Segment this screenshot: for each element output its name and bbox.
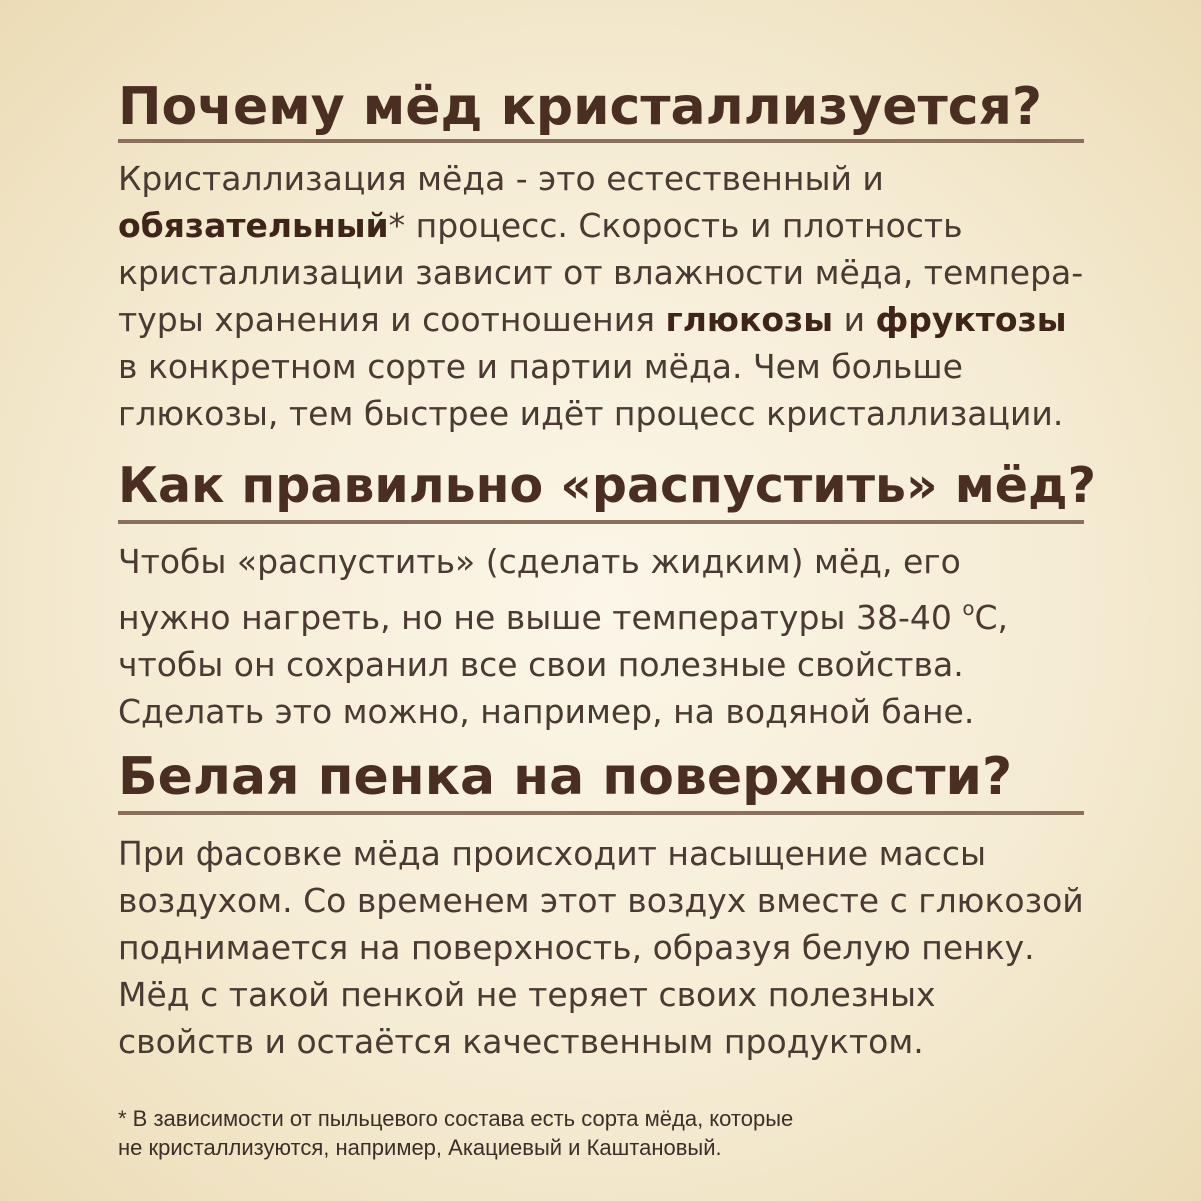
text-line: кристаллизации зависит от влажности мёда, темпера- xyxy=(118,253,1084,292)
paragraph-white-foam xyxy=(118,830,1084,1065)
text-line: поднимается на поверхность, образуя белую пенку. xyxy=(118,928,1035,967)
footnote xyxy=(118,1104,793,1162)
text-line: чтобы он сохранил все свои полезные свойства. xyxy=(118,644,964,684)
heading-how-to-liquefy: Как правильно «распустить» мёд? xyxy=(118,457,1097,514)
paragraph-crystallization xyxy=(118,155,1083,437)
text-line: При фасовке мёда происходит насыщение массы xyxy=(118,834,987,873)
footnote-line: не кристаллизуются, например, Акациевый и Каштановый. xyxy=(118,1135,722,1160)
text-line: в конкретном сорте и партии мёда. Чем больше xyxy=(118,347,963,386)
degree-sign: о xyxy=(962,597,975,620)
text-line: Сделать это можно, например, на водяной бане. xyxy=(118,691,975,731)
text-line: Кристаллизация мёда - это естественный и xyxy=(118,159,884,198)
heading-white-foam: Белая пенка на поверхности? xyxy=(118,747,1013,807)
text-line: Чтобы «распустить» (сделать жидким) мёд, его xyxy=(118,542,961,581)
heading-why-crystallizes: Почему мёд кристаллизуется? xyxy=(118,77,1043,137)
footnote-line: * В зависимости от пыльцевого состава есть сорта мёда, которые xyxy=(118,1106,794,1131)
text-line: туры хранения и соотношения глюкозы и фруктозы xyxy=(118,300,1067,339)
bold-term: фруктозы xyxy=(875,300,1067,339)
bold-term: глюкозы xyxy=(665,300,834,339)
text-line: Мёд с такой пенкой не теряет своих полезных xyxy=(118,975,936,1014)
heading-underline xyxy=(118,520,1084,524)
paragraph-liquefy xyxy=(118,538,1008,735)
bold-term: обязательный xyxy=(118,206,389,245)
text-line: обязательный* процесс. Скорость и плотность xyxy=(118,206,963,245)
text-line: воздухом. Со временем этот воздух вместе с глюкозой xyxy=(118,881,1084,920)
heading-underline xyxy=(118,139,1084,143)
heading-underline xyxy=(118,811,1084,815)
text-line: глюкозы, тем быстрее идёт процесс кристаллизации. xyxy=(118,394,1064,433)
text-line: нужно нагреть, но не выше температуры 38-40 $^о$С, xyxy=(118,597,1008,637)
text-line: свойств и остаётся качественным продуктом. xyxy=(118,1022,924,1061)
